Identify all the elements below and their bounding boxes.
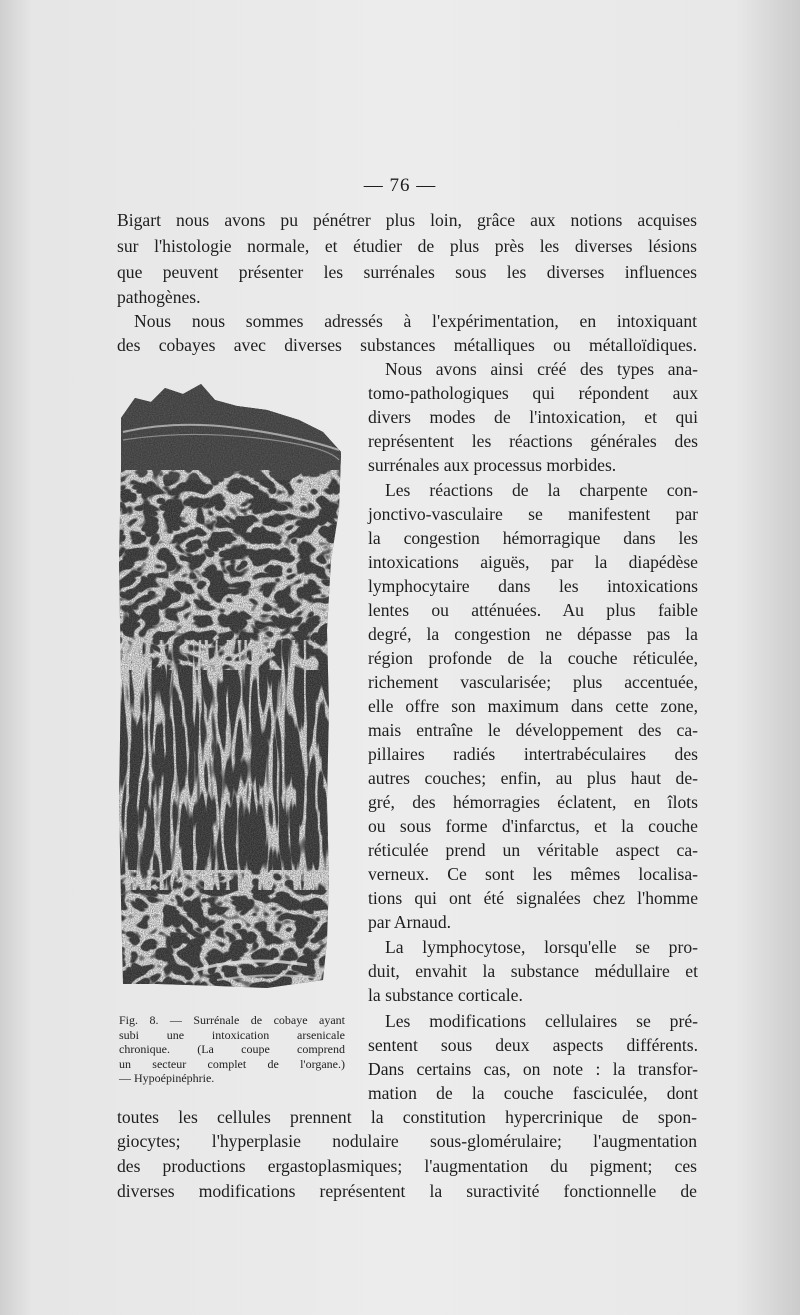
- column-line: réticulée prend un véritable aspect ca-: [368, 840, 698, 860]
- column-line: ou sous forme d'infarctus, et la couche: [368, 816, 698, 836]
- column-line: mais entraîne le développement des ca-: [368, 720, 698, 740]
- body-line: sur l'histologie normale, et étudier de plus près les diverses lésions: [117, 236, 697, 256]
- column-line: la substance corticale.: [368, 985, 523, 1005]
- caption-line: un secteur complet de l'organe.): [119, 1056, 345, 1071]
- body-line: Nous nous sommes adressés à l'expérimentation, en intoxiquant: [134, 311, 697, 331]
- column-line: verneux. Ce sont les mêmes localisa-: [368, 864, 698, 884]
- body-line: que peuvent présenter les surrénales sous les diverses influences: [117, 262, 697, 282]
- column-line: jonctivo-vasculaire se manifestent par: [368, 504, 698, 524]
- column-line: divers modes de l'intoxication, et qui: [368, 407, 698, 427]
- adrenal-section-image: [117, 380, 345, 992]
- column-line: La lymphocytose, lorsqu'elle se pro-: [385, 937, 698, 957]
- column-line: par Arnaud.: [368, 912, 452, 932]
- body-line: diverses modifications représentent la suractivité fonctionnelle de: [117, 1181, 697, 1201]
- column-line: pillaires radiés intertrabéculaires des: [368, 744, 698, 764]
- column-line: gré, des hémorragies éclatent, en îlots: [368, 792, 698, 812]
- column-line: intoxications aiguës, par la diapédèse: [368, 552, 698, 572]
- column-line: duit, envahit la substance médullaire et: [368, 961, 698, 981]
- column-line: la congestion hémorragique dans les: [368, 528, 698, 548]
- column-line: région profonde de la couche réticulée,: [368, 648, 698, 668]
- column-line: Les réactions de la charpente con-: [385, 480, 698, 500]
- column-line: lentes ou atténuées. Au plus faible: [368, 600, 698, 620]
- column-line: elle offre son maximum dans cette zone,: [368, 696, 698, 716]
- body-line: pathogènes.: [117, 287, 201, 307]
- column-line: Dans certains cas, on note : la transfor-: [368, 1059, 698, 1079]
- column-line: mation de la couche fasciculée, dont: [368, 1083, 698, 1103]
- column-line: richement vascularisée; plus accentuée,: [368, 672, 698, 692]
- column-line: représentent les réactions générales des: [368, 431, 698, 451]
- column-line: Les modifications cellulaires se pré-: [385, 1011, 698, 1031]
- column-line: lymphocytaire dans les intoxications: [368, 576, 698, 596]
- caption-line: — Hypoépinéphrie.: [119, 1071, 215, 1085]
- body-line: giocytes; l'hyperplasie nodulaire sous-glomérulaire; l'augmentation: [117, 1131, 697, 1151]
- caption-line: Fig. 8. — Surrénale de cobaye ayant: [119, 1013, 345, 1027]
- caption-line: chronique. (La coupe comprend: [119, 1042, 345, 1056]
- body-line: toutes les cellules prennent la constitution hypercrinique de spon-: [117, 1107, 697, 1127]
- column-line: autres couches; enfin, au plus haut de-: [368, 768, 698, 788]
- column-line: degré, la congestion ne dépasse pas la: [368, 624, 698, 644]
- body-line: des productions ergastoplasmiques; l'augmentation du pigment; ces: [117, 1156, 697, 1176]
- column-line: tions qui ont été signalées chez l'homme: [368, 888, 698, 908]
- body-line: des cobayes avec diverses substances métalliques ou métalloïdiques.: [117, 335, 697, 355]
- column-line: Nous avons ainsi créé des types ana-: [385, 359, 698, 379]
- figure-caption: [119, 1013, 345, 1086]
- body-line: Bigart nous avons pu pénétrer plus loin, grâce aux notions acquises: [117, 210, 697, 230]
- column-line: sentent sous deux aspects différents.: [368, 1035, 698, 1055]
- column-line: tomo-pathologiques qui répondent aux: [368, 383, 698, 403]
- caption-line: subi une intoxication arsenicale: [119, 1027, 345, 1042]
- column-line: surrénales aux processus morbides.: [368, 455, 617, 475]
- histology-figure: [117, 380, 345, 992]
- page-number: — 76 —: [363, 175, 437, 196]
